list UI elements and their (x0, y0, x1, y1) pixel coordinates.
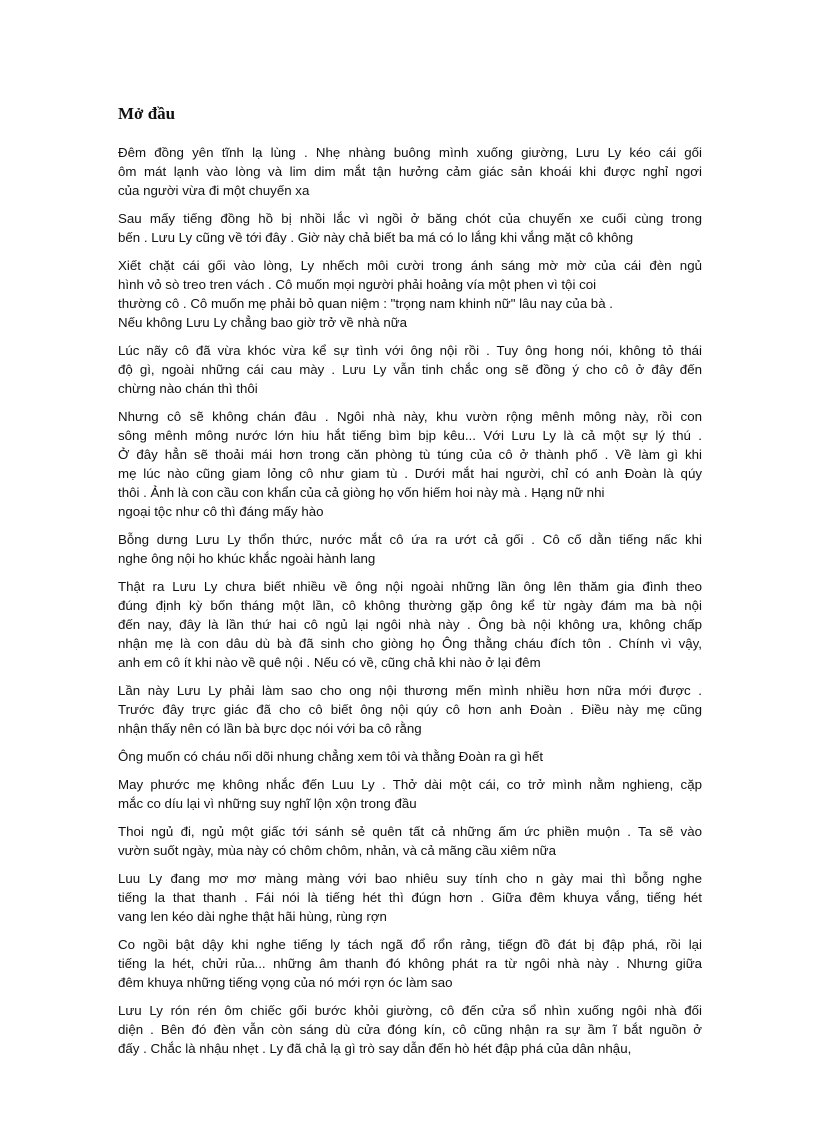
text-line: hình vỏ sò treo tren vách . Cô muốn mọi người phải hoảng vía một phen vì tội coi (118, 277, 597, 292)
text-line: Ông muốn có cháu nối dõi nhung chẳng xem tôi và thằng Đoàn ra gì hết (118, 749, 544, 764)
text-line: bến . Lưu Ly cũng về tới đây . Giờ này chả biết ba má có lo lắng khi vắng mặt cô không (118, 230, 634, 245)
text-line: sông mênh mông nước lớn hiu hắt tiếng bìm bịp kêu... Với Lưu Ly là cả một sự lý thú . (118, 428, 702, 443)
text-line: vang len kéo dài nghe thật hãi hùng, rùng rợn (118, 909, 387, 924)
paragraph (118, 1001, 702, 1058)
text-line: đến nay, đây là lần thứ hai cô ngủ lại ngôi nhà này . Ông bà nội không ưa, không chấp (118, 617, 702, 632)
chapter-body (118, 143, 702, 1067)
text-line: Ở đây hẳn sẽ thoải mái hơn trong căn phòng tù túng của cô ở thành phố . Về làm gì khi (118, 447, 702, 462)
text-line: nghe ông nội ho khúc khắc ngoài hành lang (118, 551, 376, 566)
text-line: đấy . Chắc là nhậu nhẹt . Ly đã chả lạ gì trò say dẫn đến hò hét đập phá của dân nhậu, (118, 1041, 632, 1056)
chapter-heading: Mở đầu (118, 104, 176, 123)
paragraph (118, 530, 702, 568)
text-line: anh em cô ít khi nào về quê nội . Nếu có về, cũng chả khi nào ở lại đêm (118, 655, 541, 670)
text-line: đúng định kỳ bốn tháng một lần, cô không thường gặp ông kể từ ngày đám ma bà nội (118, 598, 702, 613)
text-line: nhận thấy nên có lần bà bực dọc nói với ba cô rằng (118, 721, 422, 736)
text-line: Thoi ngủ đi, ngủ một giấc tới sánh sẻ quên tất cả những ấm ức phiền muộn . Ta sẽ vào (118, 824, 702, 839)
text-line: chừng nào chán thì thôi (118, 381, 258, 396)
text-line: Lúc nãy cô đã vừa khóc vừa kể sự tình với ông nội rồi . Tuy ông hong nói, không tỏ thái (118, 343, 702, 358)
paragraph (118, 935, 702, 992)
paragraph (118, 577, 702, 672)
paragraph (118, 143, 702, 200)
text-line: Sau mấy tiếng đồng hồ bị nhồi lắc vì ngồi ở băng chót của chuyến xe cuối cùng trong (118, 211, 702, 226)
text-line: tiếng la hét, chửi rủa... những âm thanh đó không phát ra từ ngôi nhà này . Nhưng giữa (118, 956, 702, 971)
paragraph (118, 407, 702, 521)
text-line: vườn suốt ngày, mùa này có chôm chôm, nhản, và cả mãng cầu xiêm nữa (118, 843, 556, 858)
text-line: ngoại tộc như cô thì đáng mấy hào (118, 504, 324, 519)
text-line: đêm khuya những tiếng vọng của nó mới rợn óc làm sao (118, 975, 453, 990)
paragraph (118, 822, 702, 860)
text-line: Nhưng cô sẽ không chán đâu . Ngôi nhà này, khu vườn rộng mênh mông này, rồi con (118, 409, 702, 424)
text-line: Luu Ly đang mơ mơ màng màng với bao nhiêu suy tính cho n gày mai thì bỗng nghe (118, 871, 702, 886)
text-line: Thật ra Lưu Ly chưa biết nhiều về ông nội ngoài những lần ông lên thăm gia đình theo (118, 579, 702, 594)
text-line: Đêm đồng yên tĩnh lạ lùng . Nhẹ nhàng buông mình xuống giường, Lưu Ly kéo cái gối (118, 145, 702, 160)
text-line: Trước đây trực giác đã cho cô biết ông nội qúy cô hơn anh Đoàn . Điều này mẹ cũng (118, 702, 702, 717)
text-line: thôi . Ảnh là con cầu con khẩn của cả giòng họ vốn hiếm hoi này mà . Hạng nữ nhi (118, 485, 605, 500)
paragraph (118, 681, 702, 738)
paragraph (118, 256, 702, 332)
paragraph (118, 747, 702, 766)
text-line: của người vừa đi một chuyến xa (118, 183, 310, 198)
paragraph (118, 775, 702, 813)
text-line: thường cô . Cô muốn mẹ phải bỏ quan niệm : "trọng nam khinh nữ" lâu nay của bà . (118, 296, 613, 311)
text-line: Lưu Ly rón rén ôm chiếc gối bước khỏi giường, cô đến cửa sổ nhìn xuống ngôi nhà đối (118, 1003, 702, 1018)
text-line: Lần này Lưu Ly phải làm sao cho ong nội thương mến mình nhiều hơn nữa mới được . (118, 683, 702, 698)
text-line: Bỗng dưng Lưu Ly thổn thức, nước mắt cô ứa ra ướt cả gối . Cô cố dằn tiếng nấc khi (118, 532, 702, 547)
text-line: May phước mẹ không nhắc đến Luu Ly . Thở dài một cái, co trở mình nằm nghieng, cặp (118, 777, 702, 792)
text-line: diện . Bên đó đèn vẫn còn sáng dù cửa đóng kín, cô cũng nhận ra sự ầm ĩ bắt nguồn ở (118, 1022, 702, 1037)
text-line: Xiết chặt cái gối vào lòng, Ly nhếch môi cười trong ánh sáng mờ mờ của cái đèn ngủ (118, 258, 702, 273)
text-line: mẹ lúc nào cũng giam lỏng cô như giam tù . Dưới mắt hai người, chỉ có anh Đoàn là qúy (118, 466, 702, 481)
text-line: Nếu không Lưu Ly chẳng bao giờ trở về nhà nữa (118, 315, 408, 330)
paragraph (118, 209, 702, 247)
text-line: mắc co díu lại vì những suy nghĩ lộn xộn trong đầu (118, 796, 417, 811)
text-line: độ gì, ngoài những cái cau mày . Lưu Ly vẫn tinh chắc ong sẽ đồng ý cho cô ở đây đến (118, 362, 702, 377)
text-line: tiếng la that thanh . Fái nói là tiếng hét thì đúgn hơn . Giữa đêm khuya vắng, tiếng hét (118, 890, 702, 905)
paragraph (118, 869, 702, 926)
text-line: nhận mẹ là con dâu dù bà đã sinh cho giòng họ Ông thằng cháu đích tôn . Chính vì vậy, (118, 636, 702, 651)
text-line: ôm mát lạnh vào lòng và lim dim mắt tận hưởng cảm giác sản khoái khi được nghỉ ngơi (118, 164, 702, 179)
text-line: Co ngồi bật dậy khi nghe tiếng ly tách ngã đổ rổn rảng, tiếgn đồ đát bị đập phá, rồi lại (118, 937, 702, 952)
paragraph (118, 341, 702, 398)
